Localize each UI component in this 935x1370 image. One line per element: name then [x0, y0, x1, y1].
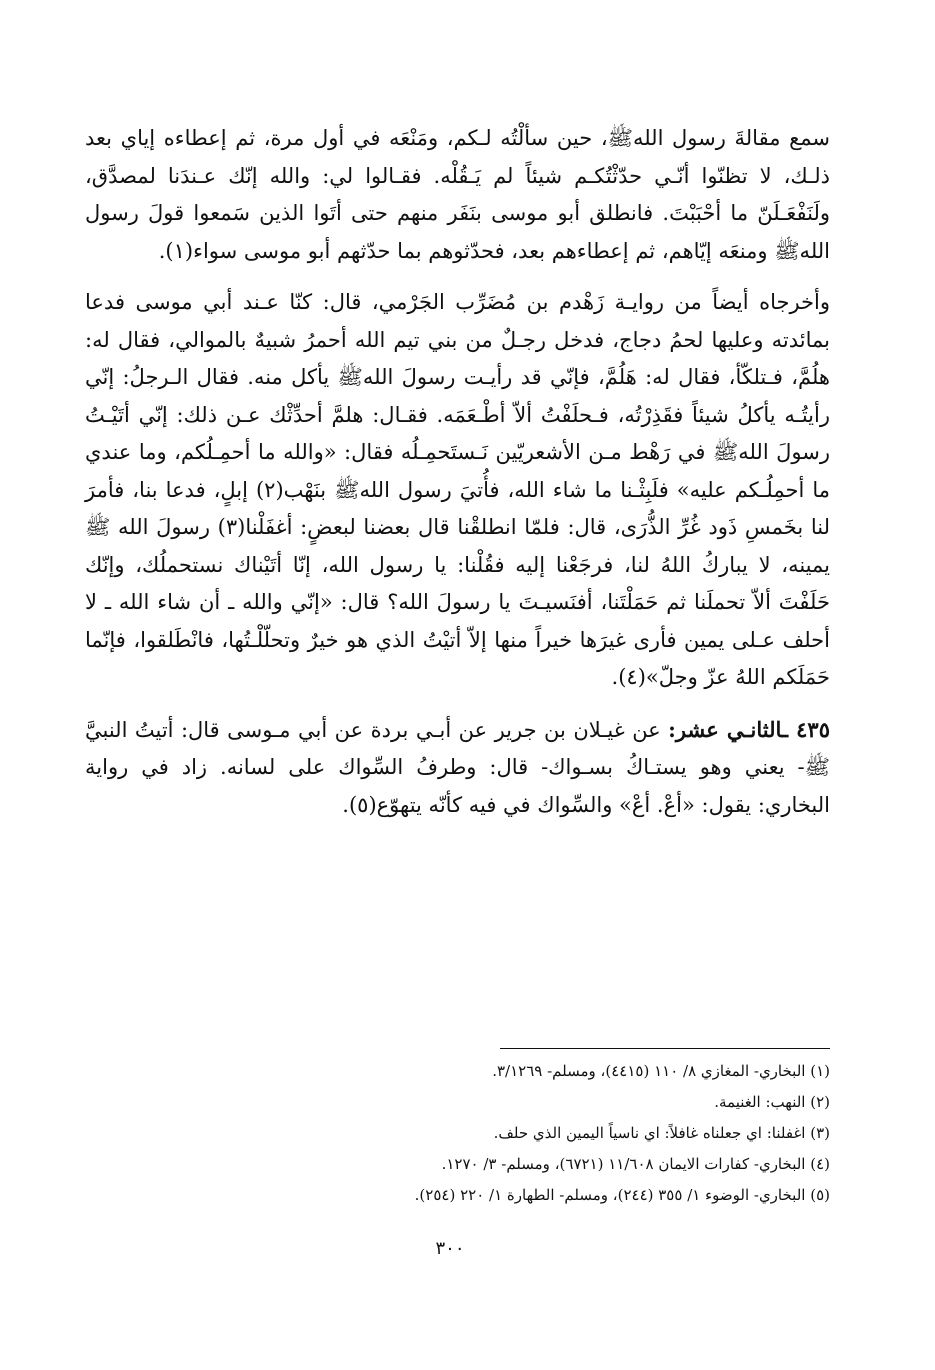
- footnote-1: (١) البخاري- المغازي ٨/ ١١٠ (٤٤١٥)، ومسلم- ٣/١٢٦٩.: [492, 1062, 830, 1080]
- hadith-number: ٤٣٥ ـ: [781, 716, 830, 742]
- footnote-divider: [500, 1048, 830, 1049]
- footnote-3: (٣) اغفلنا: اي جعلناه غافلاً: اي ناسياً اليمين الذي حلف.: [493, 1124, 830, 1142]
- paragraph-1: سمع مقالةَ رسول اللهﷺ، حين سألْتُه لـكم، ومَنْعَه في أول مرة، ثم إعطاءه إياي بعد ذلـك، لا تظنّوا أنّـي حدّثْتُكـم شيئاً لم يَـقُلْه. فقـالوا لي: والله إنّك عـندَنا لمصدَّق، ولَنَفْعَـلَنّ ما أحْبَبْتَ. فانطلق أبو موسى بنَفَر منهم حتى أتَوا الذين سَمعوا قولَ رسول اللهﷺ ومنعَه إيّاهم، ثم إعطاءهم بعد، فحدّثوهم بما حدّثهم أبو موسى سواء(١).: [85, 126, 830, 263]
- footnote-4: (٤) البخاري- كفارات الايمان ١١/٦٠٨ (٦٧٢١)، ومسلم- ٣/ ١٢٧٠.: [441, 1155, 830, 1173]
- paragraph-2: وأخرجاه أيضاً من روايـة زَهْدم بن مُضَرِّب الجَرْمي، قال: كنّا عـند أبي موسى فدعا بمائدته وعليها لحمُ دجاج، فدخل رجـلٌ من بني تيم الله أحمرُ شبيهٌ بالموالي، فقال له: هلُمَّ، فـتلكّأ، فقال له: هَلُمَّ، فإنّي قد رأيـت رسولَ اللهﷺ يأكل منه. فقال الـرجلُ: إنّي رأيتُـه يأكلُ شيئاً فقَذِرْتُه، فـحلَفْتُ ألاّ أطْـعَمَه. فقـال: هلمَّ أحدِّثْك عـن ذلك: إنّي أتَيْـتُ رسولَ اللهﷺ في رَهْط مـن الأشعريّين نَـستَحمِـلُه فقال: «والله ما أحمِـلُكم، وما عندي ما أحمِلُـكم عليه» فلَبِثْـنا ما شاء الله، فأُتيَ رسول اللهﷺ بنَهْب(٢) إبلٍ، فدعا بنا، فأمرَ لنا بخَمسِ ذَود غُرِّ الذُّرَى، قال: فلمّا انطلقْنا قال بعضنا لبعضٍ: أغفَلْنا(٣) رسولَ الله ﷺ يمينه، لا يباركُ اللهُ لنا، فرجَعْنا إليه فقُلْنا: يا رسول الله، إنّا أتَيْناك نستحملُك، وإنّك حَلَفْتَ ألاّ تحملَنا ثم حَمَلْتَنا، أفنَسيـتَ يا رسولَ الله؟ قال: «إنّي والله ـ أن شاء الله ـ لا أحلف عـلى يمين فأرى غيرَها خيراً منها إلاّ أتيْتُ الذي هو خيرٌ وتحلّلْـتُها، فانْطَلقوا، فإنّما حَمَلَكم اللهُ عزّ وجلّ»(٤).: [85, 290, 830, 689]
- footnote-5: (٥) البخاري- الوضوء ١/ ٣٥٥ (٢٤٤)، ومسلم- الطهارة ١/ ٢٢٠ (٢٥٤).: [414, 1186, 830, 1204]
- hadith-paragraph: [85, 711, 830, 825]
- main-text: [85, 120, 830, 824]
- hadith-heading: الثانـي عشر:: [668, 716, 782, 742]
- hadith-text: عن غيـلان بن جرير عن أبـي بردة عن أبي مـوسى قال: أتيتُ النبيَّ ﷺ- يعني وهو يستـاكُ بسـواك- قال: وطرفُ السِّواك على لسانه. زاد في رواية البخاري: يقول: «أعْ. أعْ» والسِّواك في فيه كأنّه يتهوّع(٥).: [85, 717, 830, 817]
- page-number: ٣٠٠: [435, 1238, 465, 1259]
- footnotes: [190, 1056, 830, 1211]
- footnote-2: (٢) النهب: الغنيمة.: [714, 1093, 830, 1111]
